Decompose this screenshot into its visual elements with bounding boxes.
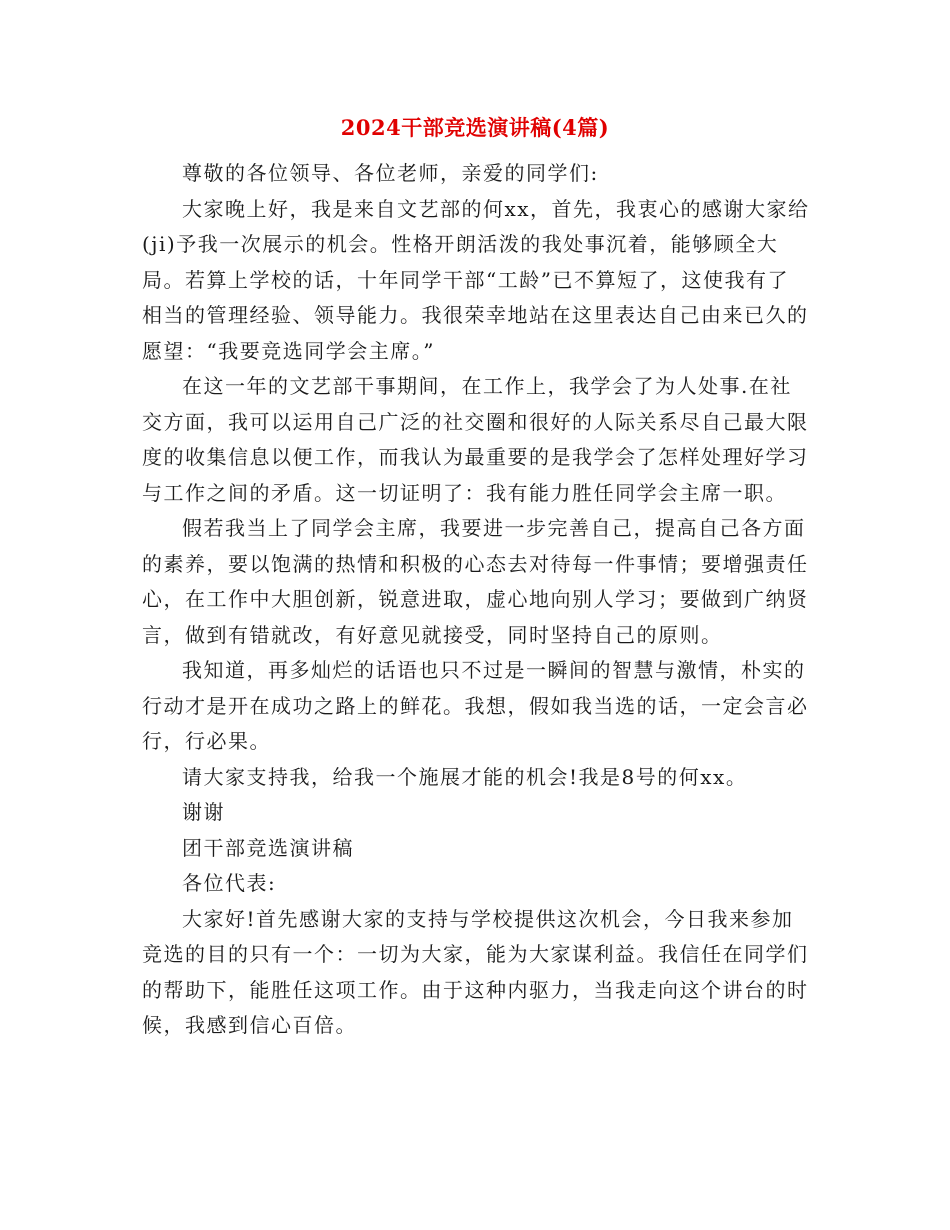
section-heading: 团干部竞选演讲稿: [182, 835, 354, 860]
paragraph-action: 我知道，再多灿烂的话语也只不过是一瞬间的智慧与激情，朴实的行动才是开在成功之路上的鲜花。我想，假如我当选的话，一定会言必行，行必果。: [142, 658, 809, 753]
paragraph-experience: 在这一年的文艺部干事期间，在工作上，我学会了为人处事.在社交方面，我可以运用自己广泛的社交圈和很好的人际关系尽自己最大限度的收集信息以便工作，而我认为最重要的是我学会了怎样处理好学习与工作之间的矛盾。这一切证明了：我有能力胜任同学会主席一职。: [142, 374, 809, 505]
paragraph-opening-2: 大家好!首先感谢大家的支持与学校提供这次机会，今日我来参加竞选的目的只有一个：一切为大家，能为大家谋利益。我信任在同学们的帮助下，能胜任这项工作。由于这种内驱力，当我走向这个讲台的时候，我感到信心百倍。: [142, 906, 809, 1037]
paragraph-appeal: 请大家支持我，给我一个施展才能的机会!我是8号的何xx。: [182, 764, 748, 789]
paragraph-salutation: 尊敬的各位领导、各位老师，亲爱的同学们:: [182, 161, 599, 185]
document-title: 2024干部竞选演讲稿(4篇): [340, 115, 610, 140]
paragraph-salutation-2: 各位代表:: [182, 871, 277, 895]
paragraph-plan: 假若我当上了同学会主席，我要进一步完善自己，提高自己各方面的素养，要以饱满的热情和积极的心态去对待每一件事情；要增强责任心，在工作中大胆创新，锐意进取，虚心地向别人学习；要做到广纳贤言，做到有错就改，有好意见就接受，同时坚持自己的原则。: [142, 516, 809, 647]
paragraph-thanks: 谢谢: [182, 800, 225, 824]
document-body: [142, 156, 810, 1044]
paragraph-introduction: 大家晚上好，我是来自文艺部的何xx，首先，我衷心的感谢大家给(ji)予我一次展示的机会。性格开朗活泼的我处事沉着，能够顾全大局。若算上学校的话，十年同学干部“工龄”已不算短了，这使我有了相当的管理经验、领导能力。我很荣幸地站在这里表达自己由来已久的愿望：“我要竞选同学会主席。”: [142, 196, 810, 363]
